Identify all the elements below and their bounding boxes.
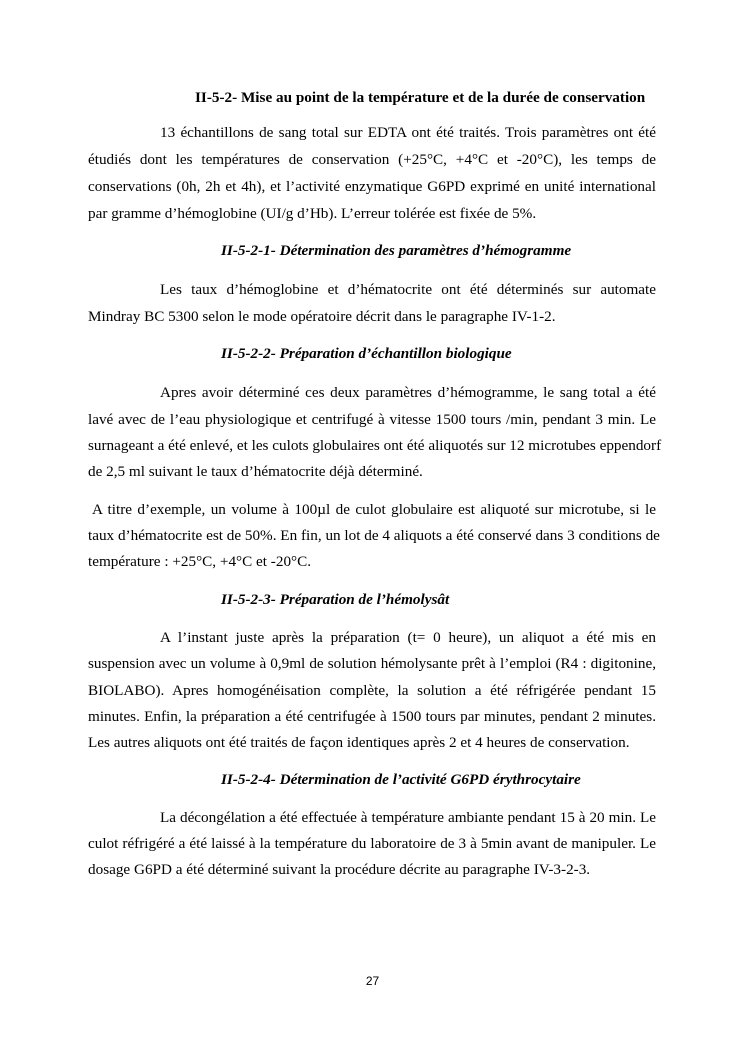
paragraph-4-line-1: A titre d’exemple, un volume à 100µl de culot globulaire est aliquoté sur microtube, si le	[92, 501, 656, 518]
paragraph-4-line-2: taux d’hématocrite est de 50%. En fin, un lot de 4 aliquots a été conservé dans 3 conditions de	[88, 527, 660, 544]
paragraph-3-line-3: surnageant a été enlevé, et les culots globulaires ont été aliquotés sur 12 microtubes eppendorf	[88, 437, 662, 454]
subsection-heading-2: II-5-2-2- Préparation d’échantillon biologique	[221, 345, 512, 362]
paragraph-5-line-1: A l’instant juste après la préparation (t= 0 heure), un aliquot a été mis en	[160, 629, 656, 646]
paragraph-1-line-2: étudiés dont les températures de conservation (+25°C, +4°C et -20°C), les temps de	[88, 151, 656, 168]
paragraph-1-line-3: conservations (0h, 2h et 4h), et l’activité enzymatique G6PD exprimé en unité international	[88, 178, 656, 195]
paragraph-5-line-3: BIOLABO). Apres homogénéisation complète, la solution a été réfrigérée pendant 15	[88, 682, 656, 699]
subsection-heading-4: II-5-2-4- Détermination de l’activité G6PD érythrocytaire	[221, 771, 581, 788]
paragraph-3-line-4: de 2,5 ml suivant le taux d’hématocrite déjà déterminé.	[88, 463, 423, 480]
paragraph-1-line-4: par gramme d’hémoglobine (UI/g d’Hb). L’erreur tolérée est fixée de 5%.	[88, 205, 537, 222]
paragraph-1-line-1: 13 échantillons de sang total sur EDTA ont été traités. Trois paramètres ont été	[160, 124, 656, 141]
paragraph-5-line-4: minutes. Enfin, la préparation a été centrifugée à 1500 tours par minutes, pendant 2 minutes.	[88, 708, 656, 725]
paragraph-5-line-5: Les autres aliquots ont été traités de façon identiques après 2 et 4 heures de conservation.	[88, 734, 630, 751]
subsection-heading-1: II-5-2-1- Détermination des paramètres d’hémogramme	[221, 242, 572, 259]
paragraph-6-line-1: La décongélation a été effectuée à température ambiante pendant 15 à 20 min. Le	[160, 809, 656, 826]
page-number: 27	[365, 974, 380, 988]
paragraph-3-line-2: lavé avec de l’eau physiologique et centrifugé à vitesse 1500 tours /min, pendant 3 min. Le	[88, 411, 656, 428]
paragraph-2-line-2: Mindray BC 5300 selon le mode opératoire décrit dans le paragraphe IV-1-2.	[88, 308, 556, 325]
paragraph-6-line-3: dosage G6PD a été déterminé suivant la procédure décrite au paragraphe IV-3-2-3.	[88, 861, 591, 878]
subsection-heading-3: II-5-2-3- Préparation de l’hémolysât	[221, 591, 450, 608]
paragraph-5-line-2: suspension avec un volume à 0,9ml de solution hémolysante prêt à l’emploi (R4 : digitonine,	[88, 655, 656, 672]
paragraph-4-line-3: température : +25°C, +4°C et -20°C.	[88, 553, 312, 570]
paragraph-6-line-2: culot réfrigéré a été laissé à la température du laboratoire de 3 à 5min avant de manipuler. Le	[88, 835, 656, 852]
paragraph-2-line-1: Les taux d’hémoglobine et d’hématocrite ont été déterminés sur automate	[160, 281, 656, 298]
paragraph-3-line-1: Apres avoir déterminé ces deux paramètres d’hémogramme, le sang total a été	[160, 384, 656, 401]
section-heading: II-5-2- Mise au point de la température et de la durée de conservation	[195, 89, 646, 106]
